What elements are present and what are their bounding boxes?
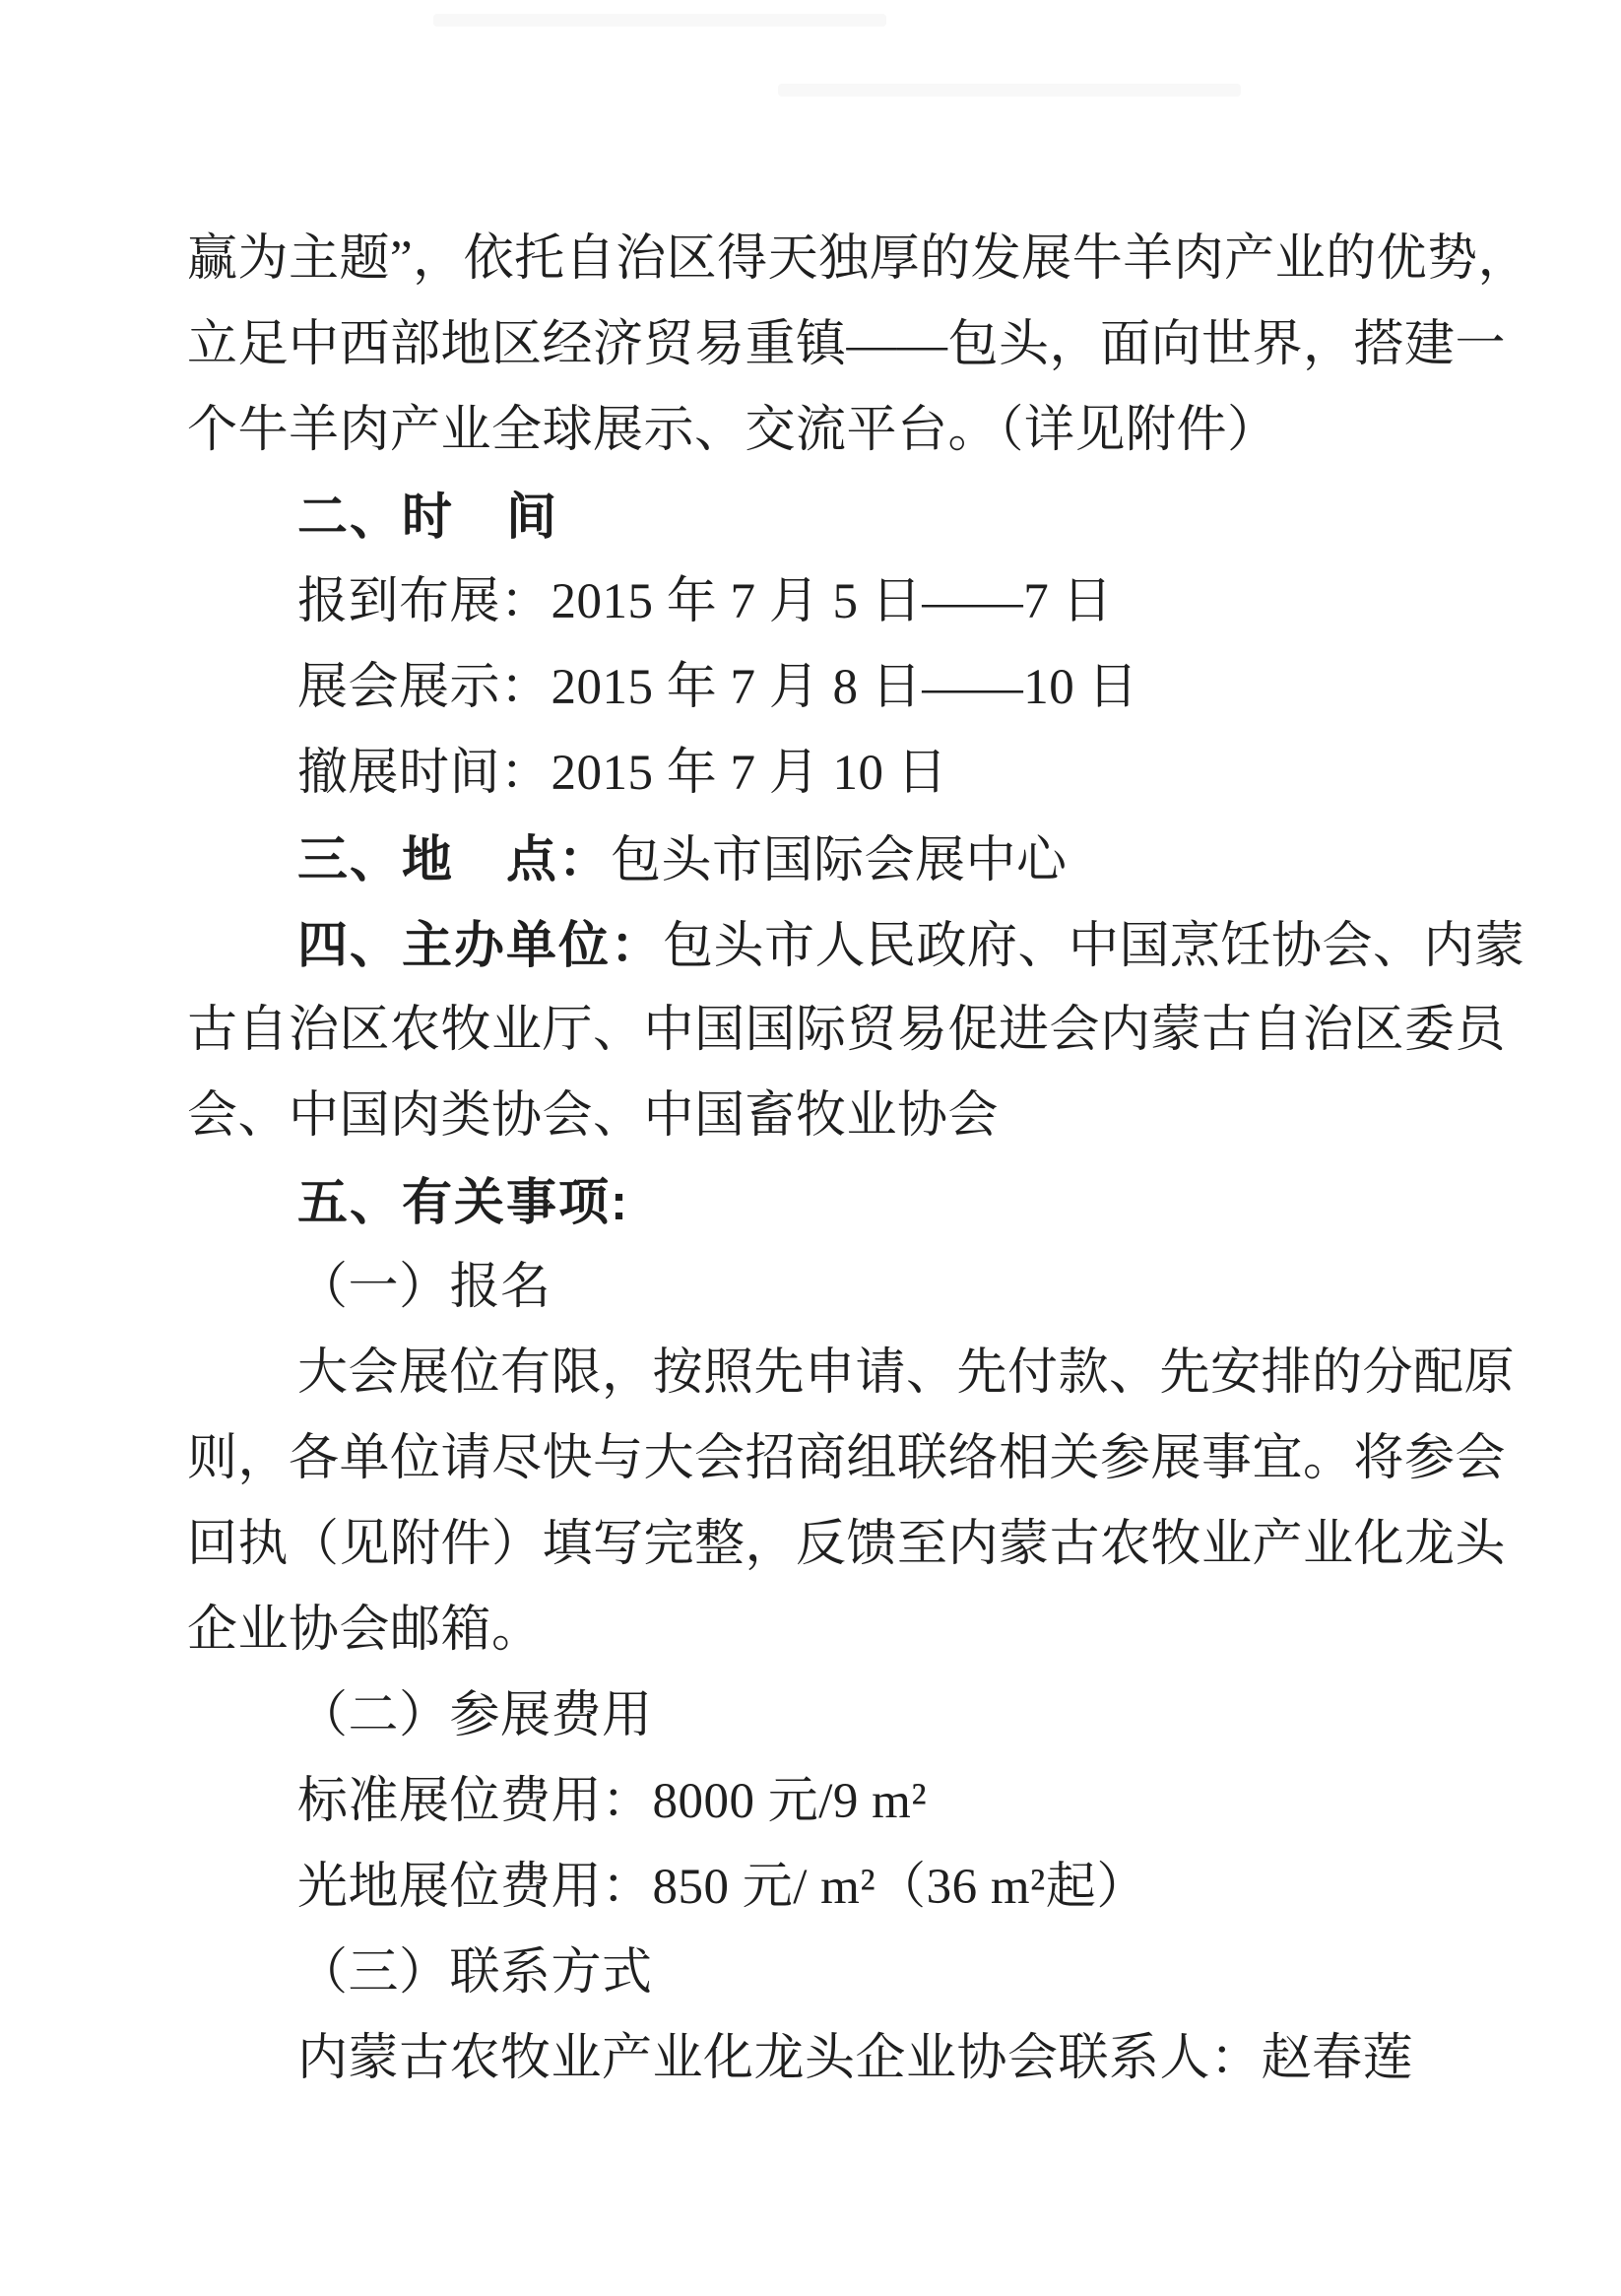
text-segment: 光地展位费用：850 元/ m²（36 m²起） bbox=[297, 1860, 1147, 1915]
text-segment: 包头市人民政府、中国烹饪协会、内蒙 bbox=[663, 919, 1525, 974]
document-line bbox=[187, 474, 1546, 559]
text-segment: 企业协会邮箱。 bbox=[187, 1603, 543, 1658]
text-segment: 报到布展：2015 年 7 月 5 日——7 日 bbox=[297, 574, 1114, 629]
section-heading-segment: 五、有关事项: bbox=[297, 1174, 629, 1230]
scan-artifact bbox=[778, 84, 1241, 97]
text-segment: 展会展示：2015 年 7 月 8 日——10 日 bbox=[297, 660, 1139, 715]
document-line bbox=[187, 1759, 1546, 1845]
section-heading-segment: 四、主办单位： bbox=[297, 917, 664, 973]
document-line bbox=[187, 1931, 1546, 2016]
document-line bbox=[187, 1845, 1546, 1931]
document-line bbox=[187, 645, 1546, 731]
document-line bbox=[187, 1159, 1546, 1245]
text-segment: 古自治区农牧业厅、中国国际贸易促进会内蒙古自治区委员 bbox=[187, 1003, 1507, 1058]
text-segment: 立足中西部地区经济贸易重镇——包头，面向世界，搭建一 bbox=[187, 317, 1507, 372]
document-body bbox=[187, 217, 1546, 2102]
document-line bbox=[187, 1074, 1546, 1159]
text-segment: 赢为主题”，依托自治区得天独厚的发展牛羊肉产业的优势， bbox=[187, 231, 1529, 287]
text-segment: （二）参展费用 bbox=[297, 1688, 653, 1743]
scan-artifact bbox=[433, 14, 886, 27]
document-line bbox=[187, 1245, 1546, 1331]
text-segment: 大会展位有限，按照先申请、先付款、先安排的分配原 bbox=[297, 1345, 1516, 1401]
text-segment: 个牛羊肉产业全球展示、交流平台。（详见附件） bbox=[187, 403, 1278, 458]
section-heading-segment: 三、地 点： bbox=[297, 831, 612, 887]
document-line bbox=[187, 1416, 1546, 1502]
document-line bbox=[187, 1331, 1546, 1416]
section-heading-segment: 二、时 间 bbox=[297, 489, 559, 545]
document-line bbox=[187, 902, 1546, 988]
document-line bbox=[187, 217, 1546, 302]
document-line bbox=[187, 731, 1546, 817]
text-segment: 则，各单位请尽快与大会招商组联络相关参展事宜。将参会 bbox=[187, 1431, 1507, 1486]
document-line bbox=[187, 559, 1546, 645]
text-segment: 回执（见附件）填写完整，反馈至内蒙古农牧业产业化龙头 bbox=[187, 1517, 1507, 1572]
text-segment: 包头市国际会展中心 bbox=[611, 833, 1068, 888]
document-line bbox=[187, 2016, 1546, 2102]
text-segment: （一）报名 bbox=[297, 1260, 551, 1315]
document-line bbox=[187, 1673, 1546, 1759]
document-line bbox=[187, 388, 1546, 474]
text-segment: 标准展位费用：8000 元/9 m² bbox=[297, 1774, 928, 1829]
text-segment: 内蒙古农牧业产业化龙头企业协会联系人：赵春莲 bbox=[297, 2031, 1414, 2086]
text-segment: 会、中国肉类协会、中国畜牧业协会 bbox=[187, 1088, 1000, 1144]
document-line bbox=[187, 1588, 1546, 1673]
text-segment: 撤展时间：2015 年 7 月 10 日 bbox=[297, 746, 948, 801]
document-line bbox=[187, 302, 1546, 388]
text-segment: （三）联系方式 bbox=[297, 1945, 653, 2001]
document-line bbox=[187, 817, 1546, 902]
document-line bbox=[187, 1502, 1546, 1588]
document-line bbox=[187, 988, 1546, 1074]
